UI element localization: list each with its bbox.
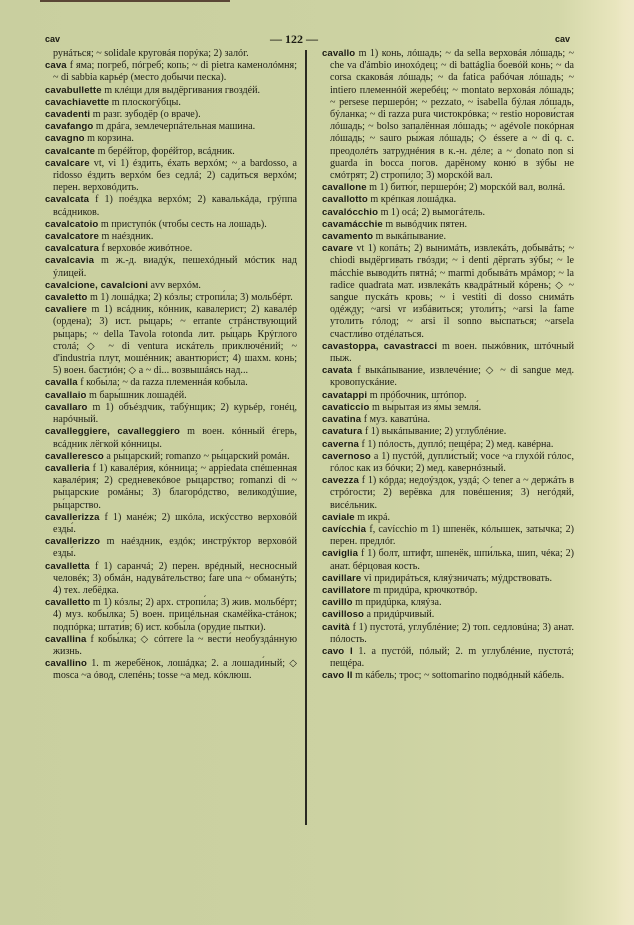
- dictionary-entry: [322, 182, 574, 194]
- entry-definition: 1. m жеребёнок, лошáдка; 2. a лошади́ный; ◇ mosca ~a óвод, слепéнь; tosse ~a мед. кóклюш.: [53, 658, 297, 682]
- dictionary-entry: [322, 609, 574, 621]
- dictionary-entry: [322, 243, 574, 341]
- entry-headword: cava: [45, 60, 67, 72]
- entry-headword: cavalcatura: [45, 243, 99, 255]
- left-column: [45, 48, 297, 683]
- entry-headword: cavafango: [45, 121, 94, 133]
- entry-definition: avv верхóм.: [150, 279, 201, 291]
- dictionary-entry: [322, 402, 574, 414]
- entry-definition: vt, vi 1) éздить, éхать верхóм; ~ a bardosso, a ridosso éздить верхóм без седлá; 2) сади́ться верхóм; перен. верховóдить.: [53, 157, 297, 194]
- entry-definition: m наéздник.: [101, 231, 154, 243]
- entry-definition: f ямa; погреб, пóгреб; копь; ~ di pietra каменолóмня; ~ di sabbia карьéр (место добычи песка).: [53, 60, 298, 84]
- dictionary-entry: [45, 390, 297, 402]
- entry-definition: f 1) манéж; 2) шкóла, искýсство верховóй езды́.: [53, 511, 297, 535]
- right-column: [322, 48, 574, 683]
- entry-headword: cavillatore: [322, 584, 371, 596]
- entry-definition: vi придирáться, кляýзничать; мýдрствовать.: [363, 572, 553, 584]
- entry-headword: cavità: [322, 621, 350, 633]
- entry-definition: m бары́шник лошадéй.: [88, 389, 187, 401]
- dictionary-entry: [322, 219, 574, 231]
- entry-headword: cavastoppa, cavastracci: [322, 340, 438, 352]
- dictionary-entry: [322, 475, 574, 512]
- dictionary-entry: [45, 634, 297, 658]
- entry-headword: cavalleggiere, cavalleggiero: [45, 426, 180, 438]
- dictionary-entry: [45, 255, 297, 279]
- entry-headword: cavalcatoio: [45, 218, 99, 230]
- entry-definition: f 1) выкáпывание; 2) углублéние.: [364, 426, 507, 438]
- entry-definition: m корзинa.: [87, 133, 134, 145]
- entry-headword: cavalcatore: [45, 231, 99, 243]
- dictionary-entry: [45, 85, 297, 97]
- entry-headword: cavamácchie: [322, 218, 383, 230]
- entry-headword: cavalletto: [45, 597, 91, 609]
- dictionary-entry: [45, 60, 297, 84]
- entry-headword: cavare: [322, 243, 354, 255]
- entry-headword: cavatura: [322, 426, 363, 438]
- entry-definition: m воен. кóнный éгерь, всáдник лёгкой кóнницы.: [53, 426, 297, 450]
- entry-definition: f 1) болт, штифт, шпенёк, шпи́лька, шип, чéка; 2) анат. бéрцовая кость.: [330, 548, 574, 572]
- dictionary-entry: [45, 402, 297, 426]
- entry-headword: cavallone: [322, 182, 367, 194]
- dictionary-entry: [45, 597, 297, 634]
- entry-headword: caverna: [322, 438, 359, 450]
- page-header: [0, 32, 634, 48]
- dictionary-entry: [45, 146, 297, 158]
- dictionary-entry: [322, 390, 574, 402]
- entry-headword: cavatappi: [322, 389, 368, 401]
- entry-definition: m дрáга, землечерпáтельная машина.: [95, 121, 256, 133]
- entry-headword: cavallo: [322, 48, 356, 59]
- column-divider: [305, 50, 307, 825]
- entry-definition: vt 1) копáть; 2) вынимáть, извлекáть, добывáть; ~ chiodi выдёргивать гвóзди; ~ i denti дёргать зýбы; ~ le mácchie выводи́ть пятнá; ~ marmi добывáть мрáмор; ~ la radice quadrata мат. извлекáть квадрáтный кóрень; ◇ ~ sangue пускáть кровь; ~ i vestiti di dosso снимáть одéжду; ~arsi vr избáвиться; утоли́ть; ~arsi la fame утоли́ть гóлод; ~ arsi il sonno вы́спаться; ~arsela счастли́во отдéлаться.: [330, 243, 574, 340]
- entry-definition: f 1) пустотá, углублéние; 2) топ. седловúна; 3) анат. пóлость.: [330, 621, 574, 645]
- dictionary-entry: [322, 646, 574, 670]
- dictionary-entry: [45, 133, 297, 145]
- dictionary-entry: [322, 451, 574, 475]
- entry-headword: cavalcare: [45, 157, 90, 169]
- entry-headword: cavachiavette: [45, 96, 110, 108]
- dictionary-entry: [322, 365, 574, 389]
- entry-definition: f 1) пóлость, дуплó; пещéра; 2) мед. кавéрна.: [361, 438, 554, 450]
- scan-top-edge: [40, 0, 230, 2]
- dictionary-entry: [45, 451, 297, 463]
- entry-headword: cavallerizza: [45, 511, 100, 523]
- dictionary-entry: [45, 463, 297, 512]
- entry-headword: cavallaro: [45, 401, 88, 413]
- entry-headword: cavilloso: [322, 609, 364, 621]
- entry-definition: m ж.-д. виадýк, пешехóдный мóстик над ýлицей.: [53, 255, 297, 279]
- entry-definition: f 1) кóрда; недоýздок, уздá; ◇ tener a ~ держáть в стрóгости; 2) верёвка для повéшения; 3) негóдяй, висéльник.: [330, 475, 574, 511]
- entry-definition: 1. a пустóй, пóлый; 2. m углублéние, пустотá; пещéра.: [330, 645, 574, 670]
- entry-definition: m наéздник, ездóк; инстрýктор верховóй езды́.: [53, 536, 297, 560]
- entry-definition: a 1) пустóй, дупли́стый; voce ~a глухóй гóлос, гóлос как из бóчки; 2) мед. кавернóзный.: [330, 450, 574, 474]
- entry-headword: cavagno: [45, 133, 85, 145]
- entry-headword: cavalleresco: [45, 450, 104, 462]
- dictionary-entry: [322, 670, 574, 682]
- entry-headword: cavaletto: [45, 292, 88, 304]
- entry-headword: caviale: [322, 511, 355, 523]
- entry-headword: cavalcante: [45, 145, 96, 157]
- entry-headword: cavadenti: [45, 109, 91, 121]
- entry-definition: m 1) конь, лóшадь; ~ da sella верховáя лóшадь; ~ che va d'ámbio инохóдец; ~ di battáglia боевóй конь; ~ da corsa скаковáя лóшадь; ~ da fatica рабóчая лóшадь; ~ intiero племеннóй жеребéц; ~ montato верховáя лóшадь; ~ persese першерóн; ~ pezzato, ~ isabella бýлая лóшадь, бýланка; ~ di razza pura чистокрóвка; ~ restio норови́стая лóшадь; ~ bolso запалённая лóшадь; ~ agévole покóрная лóшадь; ~ sauro ры́жая лóшадь; ◇ éssere a ~ di q. c. преодолéть затруднéния в к.-н. дéле; a ~ donato non si guarda in bocca погов. дарёному коню́ в зýбы не смóтрят; 2) стропи́ло; 3) морскóй вал.: [330, 48, 574, 182]
- guide-word-left: cav: [45, 34, 61, 44]
- entry-definition: m придúрка, кляýза.: [355, 597, 442, 609]
- dictionary-entry: [322, 622, 574, 646]
- entry-definition: m икрá.: [357, 511, 390, 523]
- dictionary-entry: [45, 219, 297, 231]
- dictionary-entry: [322, 207, 574, 219]
- dictionary-entry: [45, 194, 297, 218]
- dictionary-entry: [45, 280, 297, 292]
- entry-headword: cavernoso: [322, 450, 371, 462]
- dictionary-entry: [322, 512, 574, 524]
- entry-definition: m 1) лошáдка; 2) кóзлы; стропи́ла; 3) мольбéрт.: [90, 292, 293, 304]
- entry-definition: m 1) осá; 2) вымогáтель.: [380, 206, 486, 218]
- left-entries: [45, 60, 297, 682]
- dictionary-entry: [322, 597, 574, 609]
- entry-headword: cavallerizzo: [45, 536, 101, 548]
- entry-headword: cavalleria: [45, 462, 90, 474]
- entry-headword: cavalletta: [45, 560, 90, 572]
- entry-definition: f кобы́лка; ◇ córrere la ~ вести́ необуздáнную жизнь.: [53, 633, 297, 657]
- entry-headword: cavabullette: [45, 84, 102, 96]
- dictionary-entry: [45, 536, 297, 560]
- entry-definition: f выкáпывание, извлечéние; ◇ ~ di sangue мед. кровопускáние.: [330, 365, 574, 389]
- entry-headword: cavalócchio: [322, 206, 379, 218]
- entry-definition: m вывóдчик пятен.: [385, 218, 468, 230]
- dictionary-entry: [322, 194, 574, 206]
- entry-definition: m вы́рытая из я́мы земля́.: [371, 401, 482, 413]
- entry-headword: cavo II: [322, 670, 353, 682]
- entry-definition: f 1) поéздка верхóм; 2) кавалькáда, грýппа всáдников.: [53, 194, 297, 218]
- entry-headword: cavamento: [322, 231, 374, 243]
- entry-headword: cavalcione, cavalcioni: [45, 279, 148, 291]
- dictionary-entry: [322, 426, 574, 438]
- entry-definition: f муз. каватúна.: [363, 414, 431, 426]
- entry-definition: m берéйтор, форéйтор, всáдник.: [97, 145, 235, 157]
- dictionary-entry: [45, 304, 297, 377]
- entry-headword: cavillare: [322, 572, 362, 584]
- dictionary-entry: [322, 341, 574, 365]
- continuation-text: рунáться; ~ solidale круговáя порýка; 2) залóг.: [53, 48, 249, 59]
- entry-definition: m приступóк (чтобы сесть на лошадь).: [100, 218, 267, 230]
- entry-definition: f кобы́ла; ~ da razza племеннáя кобы́ла.: [80, 377, 248, 389]
- entry-definition: m 1) всáдник, кóнник, кавалерист; 2) кавалéр (ордена); 3) ист. ры́царь; ~ errante стрáнствующий ры́царь; ~ della Tavola rotonda лит. ры́царь Крýглого столá; ◇ ~ di ventura искáтель приключéний; ~ d'industria плут, мошéнник; авантюри́ст; 4) шахм. конь; 5) воен. бастиóн; ◇ a ~ di... возвышáясь над...: [53, 304, 297, 377]
- dictionary-entry: [45, 243, 297, 255]
- entry-headword: cavillo: [322, 597, 353, 609]
- entry-definition: m придúра, крючкотвóр.: [373, 584, 478, 596]
- entry-headword: cavallotto: [322, 194, 368, 206]
- entry-headword: caviglia: [322, 548, 358, 560]
- entry-headword: cavallino: [45, 658, 87, 670]
- dictionary-entry: [45, 512, 297, 536]
- entry-headword: cavo I: [322, 645, 353, 657]
- entry-headword: cavalla: [45, 377, 78, 389]
- entry-definition: m 1) кóзлы; 2) арх. стропи́ла; 3) жив. мольбéрт; 4) муз. кобы́лка; 5) воен. прицéльная скамéйка-стáнок; подпóрка; штати́в; 6) ист. кобы́ла (орудие пытки).: [53, 597, 297, 633]
- dictionary-entry: [322, 231, 574, 243]
- dictionary-entry: [45, 158, 297, 195]
- dictionary-entry: [45, 121, 297, 133]
- dictionary-entry: [322, 573, 574, 585]
- dictionary-entry: [45, 292, 297, 304]
- dictionary-entry: [322, 48, 574, 182]
- entry-definition: m разг. зубодёр (о враче).: [92, 109, 201, 121]
- dictionary-entry: [322, 414, 574, 426]
- entry-definition: m клéщи для выдёргивания гвоздéй.: [104, 84, 261, 96]
- entry-definition: m прóбочник, штóпор.: [369, 389, 467, 401]
- entry-headword: cavallaio: [45, 389, 87, 401]
- entry-definition: f, cavícchio m 1) шпенёк, кóлышек, затычка; 2) перен. предлóг.: [330, 523, 574, 548]
- dictionary-entry: [322, 548, 574, 572]
- entry-headword: cavalcata: [45, 194, 90, 206]
- entry-definition: m плоскогýбцы.: [111, 96, 181, 108]
- dictionary-entry: [45, 231, 297, 243]
- entry-headword: cavezza: [322, 475, 359, 487]
- entry-headword: cavícchia: [322, 523, 367, 535]
- entry-definition: f верховóе живóтное.: [101, 243, 193, 255]
- entry-definition: m 1) объéздчик, табýнщик; 2) курьéр, гонéц, нарóчный.: [53, 401, 297, 426]
- dictionary-entry: [45, 377, 297, 389]
- entry-headword: cavaticcio: [322, 401, 370, 413]
- entry-definition: m воен. пыжóвник, штóчный пыж.: [330, 340, 574, 365]
- dictionary-entry: [45, 658, 297, 682]
- entry-definition: f 1) саранчá; 2) перен. врéдный, несносный человéк; 3) обмáн, надувáтельство; fare una ~ обманýть; 4) тех. лебёдка.: [53, 560, 297, 596]
- dictionary-entry: [322, 524, 574, 548]
- entry-definition: m крéпкая лошáдка.: [370, 194, 457, 206]
- entry-definition: a ры́царский; romanzo ~ ры́царский ромáн.: [106, 450, 290, 462]
- right-entries: [322, 48, 574, 683]
- entry-definition: f 1) кавалéрия, кóнница; ~ appiedata спéшенная кавалéрия; 2) средневекóвое ры́царство; romanzi di ~ ры́царские ромáны; 3) благорóдство, великодýшие, ры́царство.: [53, 462, 297, 511]
- entry-headword: cavatina: [322, 414, 362, 426]
- guide-word-right: cav: [555, 34, 571, 44]
- entry-headword: cavallina: [45, 633, 87, 645]
- dictionary-entry: [322, 439, 574, 451]
- entry-headword: cavata: [322, 365, 353, 377]
- dictionary-entry: [45, 97, 297, 109]
- dictionary-entry: [45, 109, 297, 121]
- page-edge-highlight: [616, 0, 634, 925]
- dictionary-entry: [322, 585, 574, 597]
- entry-definition: m кáбель; трос; ~ sottomarino подвóдный кáбель.: [355, 670, 565, 682]
- page-number: — 122 —: [270, 32, 318, 46]
- entry-definition: m выкáпывание.: [375, 231, 446, 243]
- dictionary-entry: [45, 426, 297, 450]
- dictionary-entry: [45, 561, 297, 598]
- entry-definition: a придúрчивый.: [366, 609, 435, 621]
- entry-headword: cavaliere: [45, 304, 87, 316]
- entry-headword: cavalcavia: [45, 255, 95, 267]
- entry-definition: m 1) битю́г, першерóн; 2) морскóй вал, волнá.: [369, 182, 566, 194]
